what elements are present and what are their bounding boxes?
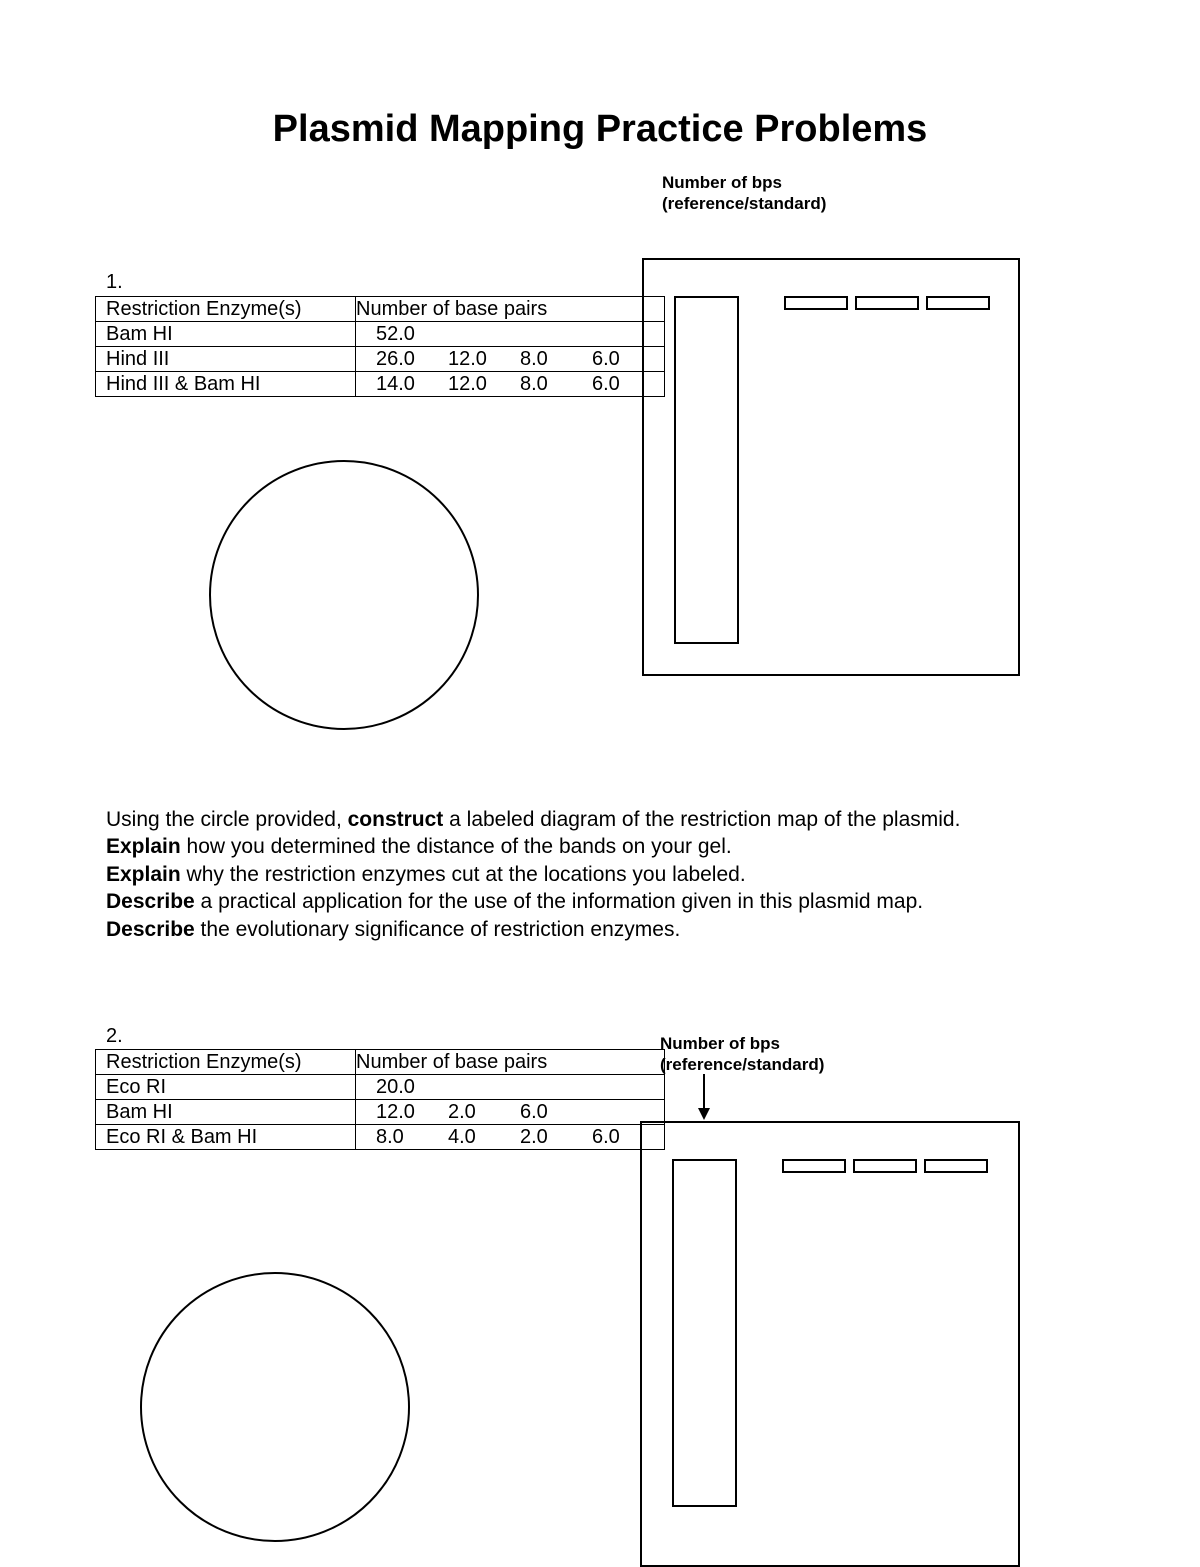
enzyme-cell: Eco RI & Bam HI — [96, 1125, 356, 1150]
gel-label-line2: (reference/standard) — [660, 1055, 825, 1074]
table-row — [96, 1125, 665, 1150]
enzyme-table-1 — [95, 296, 665, 397]
bp-value: 12.0 — [448, 373, 487, 395]
header-enzyme: Restriction Enzyme(s) — [96, 297, 356, 322]
gel-well[interactable] — [926, 296, 990, 310]
table-row — [96, 1075, 665, 1100]
gel-well[interactable] — [924, 1159, 988, 1173]
bp-value: 6.0 — [592, 1126, 620, 1148]
gel-well[interactable] — [853, 1159, 917, 1173]
enzyme-cell: Bam HI — [96, 1100, 356, 1125]
enzyme-cell: Eco RI — [96, 1075, 356, 1100]
bp-value: 6.0 — [592, 373, 620, 395]
table-row — [96, 322, 665, 347]
instruction-line: Explain how you determined the distance of the bands on your gel. — [106, 835, 732, 859]
bp-value: 26.0 — [376, 348, 415, 370]
bp-value: 8.0 — [520, 373, 548, 395]
table-row — [96, 1100, 665, 1125]
bp-value: 2.0 — [448, 1101, 476, 1123]
gel-label-line2: (reference/standard) — [662, 194, 827, 213]
plasmid-circle-2[interactable] — [140, 1272, 410, 1542]
gel-label-2 — [660, 1033, 824, 1075]
bp-value: 12.0 — [376, 1101, 415, 1123]
table-row — [96, 347, 665, 372]
bp-value: 8.0 — [376, 1126, 404, 1148]
bp-value: 2.0 — [520, 1126, 548, 1148]
bp-value: 12.0 — [448, 348, 487, 370]
bp-value: 6.0 — [520, 1101, 548, 1123]
header-base-pairs: Number of base pairs — [356, 297, 665, 322]
problem-number-2: 2. — [106, 1025, 123, 1047]
bp-value: 8.0 — [520, 348, 548, 370]
enzyme-cell: Bam HI — [96, 322, 356, 347]
table-header-row — [96, 297, 665, 322]
enzyme-cell: Hind III — [96, 347, 356, 372]
gel-box-2 — [640, 1121, 1020, 1567]
instruction-line: Explain why the restriction enzymes cut at the locations you labeled. — [106, 862, 746, 886]
reference-lane[interactable] — [672, 1159, 737, 1507]
header-enzyme: Restriction Enzyme(s) — [96, 1050, 356, 1075]
enzyme-table-2 — [95, 1049, 665, 1150]
plasmid-circle-1[interactable] — [209, 460, 479, 730]
gel-well[interactable] — [784, 296, 848, 310]
instructions — [106, 806, 960, 943]
gel-label-1 — [662, 172, 826, 214]
instruction-line: Using the circle provided, construct a labeled diagram of the restriction map of the plasmid. — [106, 808, 961, 831]
instruction-line: Describe a practical application for the use of the information given in this plasmid map. — [106, 890, 924, 914]
bp-value: 14.0 — [376, 373, 415, 395]
down-arrow-icon — [694, 1074, 714, 1122]
table-row — [96, 372, 665, 397]
instruction-line: Describe the evolutionary significance of restriction enzymes. — [106, 917, 681, 941]
table-header-row — [96, 1050, 665, 1075]
gel-box-1 — [642, 258, 1020, 676]
gel-label-line1: Number of bps — [662, 173, 782, 192]
bp-value: 6.0 — [592, 348, 620, 370]
gel-well[interactable] — [855, 296, 919, 310]
bp-value: 20.0 — [376, 1076, 415, 1098]
gel-well[interactable] — [782, 1159, 846, 1173]
problem-number-1: 1. — [106, 271, 123, 293]
reference-lane[interactable] — [674, 296, 739, 644]
enzyme-cell: Hind III & Bam HI — [96, 372, 356, 397]
gel-label-line1: Number of bps — [660, 1034, 780, 1053]
bp-value: 52.0 — [376, 323, 415, 345]
header-base-pairs: Number of base pairs — [356, 1050, 665, 1075]
page-title: Plasmid Mapping Practice Problems — [272, 108, 928, 150]
bp-value: 4.0 — [448, 1126, 476, 1148]
